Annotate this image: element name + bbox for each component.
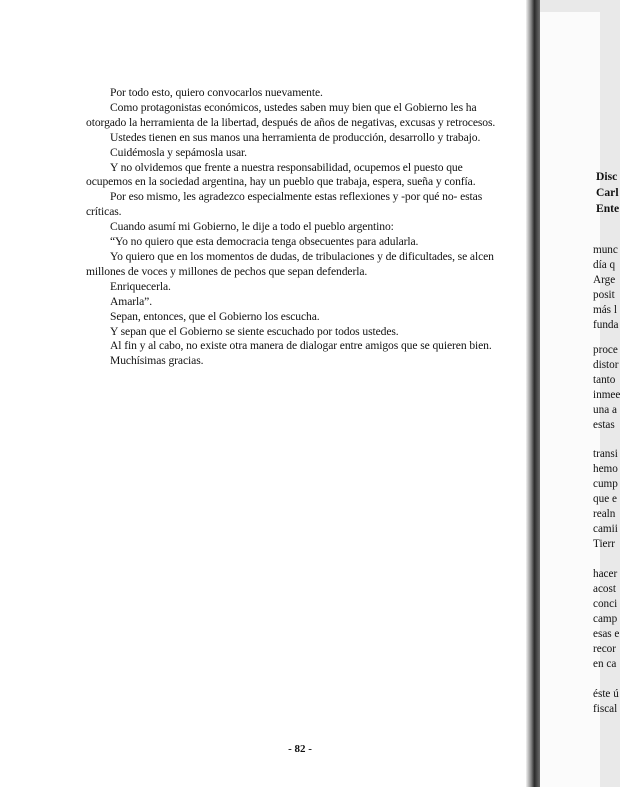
next-page-line: en ca (593, 658, 617, 670)
next-page-heading-line: Carl (596, 186, 619, 199)
paragraph: Como protagonistas económicos, ustedes saben muy bien que el Gobierno les ha otorgado la herramienta de la libertad, después de años de negativas, excusas y retrocesos. (86, 100, 496, 129)
paragraph: Enriquecerla. (110, 279, 171, 293)
paragraph: Sepan, entonces, que el Gobierno los escucha. (110, 309, 320, 323)
next-page-line: proce (593, 344, 618, 356)
next-page-heading-line: Disc (596, 170, 618, 183)
paragraph: Y sepan que el Gobierno se siente escuchado por todos ustedes. (110, 324, 399, 338)
paragraph: Amarla”. (110, 294, 153, 308)
next-page-line: tanto (593, 374, 616, 386)
next-page-line: recor (593, 643, 616, 655)
page-number: - 82 - (288, 743, 312, 755)
next-page-line: éste ú (593, 688, 619, 700)
speech-body (86, 86, 506, 369)
paragraph: Cuando asumí mi Gobierno, le dije a todo el pueblo argentino: (110, 220, 394, 234)
paragraph: Al fin y al cabo, no existe otra manera de dialogar entre amigos que se quieren bien. (110, 339, 492, 353)
next-page-line: inmee (593, 389, 620, 401)
next-page-line: realn (593, 508, 616, 520)
next-page-line: Arge (593, 274, 616, 286)
next-page-line: funda (593, 319, 619, 331)
next-page-line: distor (593, 359, 619, 371)
next-page-line: conci (593, 598, 618, 610)
next-page-line: posit (593, 289, 615, 301)
next-page-line: munc (593, 244, 618, 256)
next-page-line: estas (593, 419, 615, 431)
next-page-line: transi (593, 448, 618, 460)
paragraph: Yo quiero que en los momentos de dudas, de tribulaciones y de dificultades, se alcen millones de voces y millones de pechos que sepan defenderla. (86, 249, 494, 278)
paragraph: Por eso mismo, les agradezco especialmente estas reflexiones y -por qué no- estas críticas. (86, 190, 483, 219)
paragraph: “Yo no quiero que esta democracia tenga obsecuentes para adularla. (110, 235, 419, 249)
paragraph: Por todo esto, quiero convocarlos nuevamente. (110, 86, 323, 99)
next-page-line: fiscal (593, 703, 618, 715)
next-page-line: camp (593, 613, 618, 625)
next-page-line: camii (593, 523, 618, 535)
next-page-line: hemo (593, 463, 618, 475)
next-page-line: que e (593, 493, 617, 505)
next-page-line: esas e (593, 628, 620, 640)
next-page-heading-line: Ente (596, 202, 620, 215)
next-page-partial (540, 12, 620, 787)
paragraph: Cuidémosla y sepámosla usar. (110, 145, 247, 159)
next-page-line: acost (593, 583, 616, 595)
next-page-line: cump (593, 478, 618, 490)
book-spine-shadow (526, 0, 540, 787)
paragraph: Muchísimas gracias. (110, 354, 204, 368)
paragraph: Ustedes tienen en sus manos una herramienta de producción, desarrollo y trabajo. (110, 130, 481, 144)
next-page-line: una a (593, 404, 617, 416)
next-page-line: más l (593, 304, 617, 316)
next-page-line: Tierr (593, 538, 615, 550)
next-page-line: hacer (593, 568, 618, 580)
next-page-line: día q (593, 259, 616, 271)
paragraph: Y no olvidemos que frente a nuestra responsabilidad, ocupemos el puesto que ocupemos en la sociedad argentina, hay un pueblo que trabaja, espera, sueña y confía. (86, 160, 476, 189)
